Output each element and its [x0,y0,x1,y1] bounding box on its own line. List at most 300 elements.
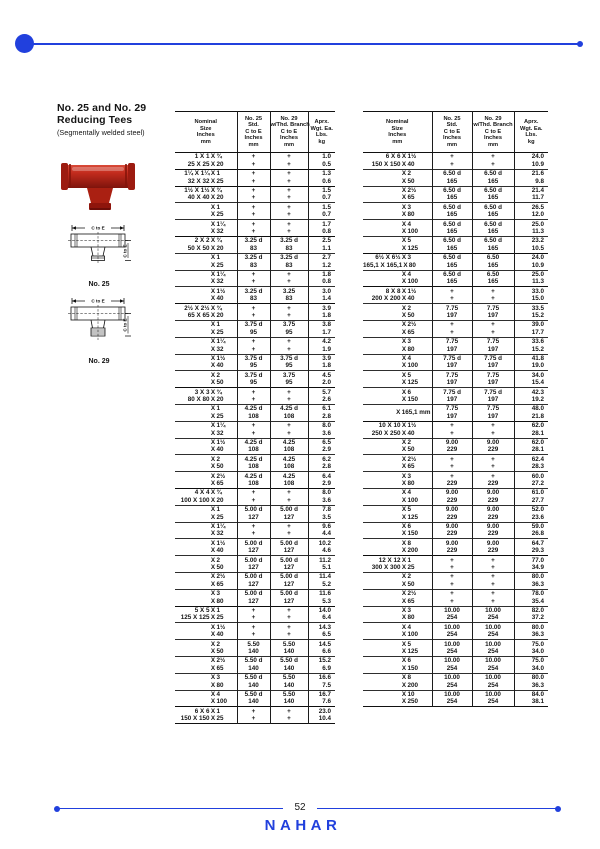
title-block [57,103,177,137]
no25-cell: + + [237,304,270,321]
header-no25: No. 25 Std. C to E Inches mm [237,112,270,153]
size-cell: X 3 X 80 [401,338,415,353]
size-cell: X 2½ X 65 [210,573,226,588]
no29-cell: 6.50 165 [472,270,514,287]
no29-cell: + + [472,320,514,337]
size-cell: X 2½ X 65 [210,472,226,488]
no29-cell: 5.50 140 [270,640,308,657]
no29-cell: 5.50 140 [270,690,308,707]
weight-cell: 10.2 4.6 [308,539,335,556]
no25-cell: + + [432,320,472,337]
no29-cell: + + [270,337,308,354]
no25-cell: + + [237,270,270,287]
weight-cell: 3.0 1.4 [308,287,335,304]
no25-cell: + + [432,153,472,170]
table-row [175,656,335,673]
weight-cell: 23.0 10.4 [308,707,335,724]
size-cell: 8 X 8 X 1½ 200 X 200 X 40 [371,287,417,303]
table-row [363,472,548,489]
table-row [175,572,335,589]
table-row [363,169,548,186]
tee-fitting-illustration [58,155,138,215]
weight-cell: 82.0 37.2 [514,606,548,623]
weight-cell: 25.0 11.3 [514,220,548,237]
table-row [175,320,335,337]
size-cell: X 6 X 150 [401,657,419,672]
size-cell: X 2 X 50 [210,455,224,471]
size-cell: X 4 X 100 [401,355,419,370]
size-cell: X 4 X 100 [401,623,419,639]
header-nominal-size: Nominal Size Inches mm [175,112,237,153]
no25-cell: + + [237,707,270,724]
no29-cell: 7.75 197 [472,404,514,421]
weight-cell: 33.6 15.2 [514,337,548,354]
size-cell: X 4 X 100 [210,690,228,706]
no29-cell: + + [270,203,308,220]
weight-cell: 3.8 1.7 [308,320,335,337]
weight-cell: 33.5 15.2 [514,304,548,321]
table-row [175,270,335,287]
table-row [363,270,548,287]
left-table-body [175,153,335,724]
size-cell: X 1 X 25 [210,203,224,219]
no29-cell: + + [270,153,308,170]
no25-cell: 6.50 d 165 [432,236,472,253]
no29-cell: + + [270,169,308,186]
top-left-dot [15,34,34,53]
weight-cell: 14.5 6.6 [308,640,335,657]
size-cell: X 2 X 50 [210,556,224,572]
no25-cell: 7.75 197 [432,337,472,354]
dim-label-c-to-e: C to E [122,244,128,258]
no25-cell: 4.25 d 108 [237,472,270,489]
size-cell: X 1½ X 40 [210,623,226,639]
weight-cell: 4.2 1.9 [308,337,335,354]
size-cell: X 1¼ X 32 [210,220,226,236]
no29-cell: 5.50 d 140 [270,656,308,673]
weight-cell: 77.0 34.9 [514,556,548,573]
diagram-no29-label: No. 29 [88,358,110,365]
no29-cell: 9.00 229 [472,539,514,556]
table-row [363,337,548,354]
table-row [175,169,335,186]
no29-cell: 3.75 d 95 [270,354,308,371]
table-row [363,656,548,673]
table-row [175,522,335,539]
size-cell: X 2½ X 65 [401,455,417,471]
no29-cell: + + [270,388,308,405]
no25-cell: 4.25 d 108 [237,404,270,421]
size-cell: 1¼ X 1¼ X 1 32 X 32 X 25 [184,170,224,185]
page-title-line2: Reducing Tees [57,113,133,126]
no25-cell: 10.00 254 [432,690,472,707]
no25-cell: + + [237,606,270,623]
no25-cell: 3.75 d 95 [237,371,270,388]
size-cell: 5 X 5 X 1 125 X 125 X 25 [180,607,224,622]
size-cell: X 5 X 125 [401,640,419,655]
weight-cell: 21.4 11.7 [514,186,548,203]
no25-cell: 6.50 d 165 [432,186,472,203]
no25-cell: + + [237,186,270,203]
table-row [175,304,335,321]
tee-fitting-image [58,155,138,215]
no25-cell: + + [237,421,270,438]
no29-cell: 4.25 108 [270,438,308,455]
weight-cell: 1.8 0.8 [308,270,335,287]
size-cell: X 6 X 150 [401,523,419,538]
header-no25: No. 25 Std. C to E Inches mm [432,112,472,153]
no25-cell: + + [432,287,472,304]
size-cell: X 8 X 200 [401,539,419,555]
table-row [363,203,548,220]
no25-cell: 9.00 229 [432,505,472,522]
no25-cell: + + [237,153,270,170]
no29-cell: 10.00 254 [472,690,514,707]
no25-cell: 7.75 d 197 [432,388,472,405]
no29-cell: 6.50 d 165 [472,220,514,237]
no25-cell: + + [237,337,270,354]
size-cell: 1½ X 1½ X ¾ 40 X 40 X 20 [184,187,224,202]
size-cell: X 1¼ X 32 [210,271,226,286]
no29-cell: + 229 [472,472,514,489]
table-row [363,488,548,505]
table-row [363,287,548,304]
no29-cell: 9.00 229 [472,438,514,455]
no29-cell: 3.25 d 83 [270,236,308,253]
weight-cell: 7.8 3.5 [308,505,335,522]
no29-cell: + + [472,455,514,472]
no25-cell: 10.00 254 [432,673,472,690]
diagram-no25 [63,223,135,288]
table-row [363,253,548,270]
size-cell: X 5 X 125 [401,506,419,521]
size-cell: X 1¼ X 32 [210,338,226,353]
weight-cell: 80.0 36.3 [514,572,548,589]
table-row [175,287,335,304]
weight-cell: 64.7 29.3 [514,539,548,556]
no25-cell: + + [237,623,270,640]
no25-cell: 10.00 254 [432,656,472,673]
header-weight: Aprx. Wgt. Ea. Lbs. kg [514,112,548,153]
weight-cell: 48.0 21.8 [514,404,548,421]
table-row [175,186,335,203]
weight-cell: 25.0 11.3 [514,270,548,287]
weight-cell: 62.0 28.1 [514,421,548,438]
no25-cell: 3.75 d 95 [237,320,270,337]
no29-cell: 7.75 d 197 [472,354,514,371]
size-cell: X 1¼ X 32 [210,422,226,437]
no25-cell: 9.00 229 [432,488,472,505]
weight-cell: 33.0 15.0 [514,287,548,304]
no29-drawing [66,296,132,352]
table-row [363,371,548,388]
no29-cell: 5.00 d 127 [270,572,308,589]
no25-cell: + 229 [432,472,472,489]
no25-cell: 7.75 197 [432,371,472,388]
weight-cell: 23.2 10.5 [514,236,548,253]
no29-cell: 6.50 165 [472,253,514,270]
table-row [363,186,548,203]
no25-cell: 5.50 d 140 [237,656,270,673]
no25-cell: 10.00 254 [432,640,472,657]
weight-cell: 6.5 2.9 [308,438,335,455]
table-row [175,421,335,438]
no29-cell: + + [270,606,308,623]
size-cell: X 2½ X 65 [401,187,417,202]
weight-cell: 9.6 4.4 [308,522,335,539]
no29-cell: 6.50 d 165 [472,236,514,253]
dim-label-c-to-e: C to E [122,318,128,332]
weight-cell: 16.6 7.5 [308,673,335,690]
weight-cell: 84.0 38.1 [514,690,548,707]
table-row [175,690,335,707]
size-cell: 1 X 1 X ¾ 25 X 25 X 20 [187,153,224,168]
table-header-row [175,112,335,153]
size-cell: X 4 X 100 [401,220,419,236]
size-cell: X 2 X 50 [210,640,224,655]
table-row [175,606,335,623]
no25-cell: + + [237,522,270,539]
no29-cell: 5.00 d 127 [270,589,308,606]
weight-cell: 2.7 1.2 [308,253,335,270]
weight-cell: 39.0 17.7 [514,320,548,337]
weight-cell: 8.0 3.6 [308,421,335,438]
size-cell: X 3 X 80 [401,203,415,219]
weight-cell: 62.0 28.1 [514,438,548,455]
no29-cell: + + [472,287,514,304]
no25-cell: 5.00 d 127 [237,556,270,573]
top-rule [25,43,580,45]
table-row [175,220,335,237]
diagram-no25-label: No. 25 [88,281,110,288]
no29-cell: + + [270,707,308,724]
weight-cell: 61.0 27.7 [514,488,548,505]
no25-cell: 7.75 d 197 [432,354,472,371]
weight-cell: 80.0 36.3 [514,623,548,640]
size-cell: X 2 X 50 [401,573,415,588]
size-cell: 10 X 10 X 1½ 250 X 250 X 40 [371,422,417,437]
size-cell: X 2 X 50 [401,170,415,185]
header-no29: No. 29 w/Thd. Branch C to E Inches mm [270,112,308,153]
size-cell: X 4 X 100 [401,489,419,504]
no25-cell: 6.50 d 165 [432,220,472,237]
table-row [175,505,335,522]
table-row [175,488,335,505]
weight-cell: 2.5 1.1 [308,236,335,253]
no25-cell: + + [237,488,270,505]
no25-cell: + + [432,556,472,573]
no25-cell: 5.00 d 127 [237,572,270,589]
right-table-body [363,153,548,707]
no29-cell: 7.75 197 [472,337,514,354]
no29-cell: 3.25 d 83 [270,253,308,270]
weight-cell: 24.0 10.9 [514,153,548,170]
no29-cell: + + [270,270,308,287]
table-row [363,220,548,237]
table-row [175,203,335,220]
no25-cell: 5.00 d 127 [237,589,270,606]
table-row [175,589,335,606]
weight-cell: 34.0 15.4 [514,371,548,388]
table-row [363,556,548,573]
weight-cell: 11.6 5.3 [308,589,335,606]
size-cell: X 3 X 80 [210,590,224,605]
size-cell: 12 X 12 X 1 300 X 300 X 25 [371,556,415,572]
weight-cell: 1.3 0.6 [308,169,335,186]
no29-cell: 9.00 229 [472,488,514,505]
table-row [175,623,335,640]
table-row [175,539,335,556]
no29-cell: 5.00 d 127 [270,556,308,573]
table-row [175,472,335,489]
size-cell: X 1 X 25 [210,254,224,269]
no29-cell: + + [472,589,514,606]
table-row [175,236,335,253]
table-row [363,623,548,640]
table-row [363,388,548,405]
table-row [363,236,548,253]
no25-cell: 6.50 d 165 [432,169,472,186]
no29-cell: 9.00 229 [472,522,514,539]
table-row [363,354,548,371]
no25-cell: 5.00 d 127 [237,539,270,556]
table-row [175,371,335,388]
table-row [363,589,548,606]
size-cell: X 10 X 250 [401,690,419,706]
size-cell: X 2 X 50 [401,439,415,454]
diagram-no29 [63,296,135,365]
table-row [175,707,335,724]
weight-cell: 3.9 1.8 [308,304,335,321]
no25-cell: 5.50 d 140 [237,673,270,690]
weight-cell: 1.5 0.7 [308,186,335,203]
table-row [175,455,335,472]
page-number: 52 [294,802,306,813]
no29-cell: + + [270,623,308,640]
no29-cell: 6.50 d 165 [472,203,514,220]
table-row [363,690,548,707]
size-cell: X 2½ X 65 [401,590,417,605]
size-cell: X 8 X 200 [401,674,419,689]
no25-cell: + + [237,169,270,186]
no29-cell: 7.75 197 [472,371,514,388]
no29-cell: 7.75 d 197 [472,388,514,405]
no25-cell: 5.00 d 127 [237,505,270,522]
no25-cell: + + [237,220,270,237]
no25-cell: + + [432,589,472,606]
no29-cell: + + [472,421,514,438]
size-cell: 2½ X 2½ X ¾ 65 X 65 X 20 [184,304,224,320]
no29-cell: 4.25 108 [270,455,308,472]
weight-cell: 4.5 2.0 [308,371,335,388]
no29-cell: 5.00 d 127 [270,539,308,556]
no25-cell: + + [237,388,270,405]
no25-cell: 3.25 d 83 [237,287,270,304]
no25-cell: 5.50 140 [237,640,270,657]
no25-cell: 6.50 d 165 [432,203,472,220]
weight-cell: 11.2 5.1 [308,556,335,573]
size-cell: X 5 X 125 [401,371,419,387]
size-cell: 2 X 2 X ¾ 50 X 50 X 20 [187,237,224,252]
weight-cell: 11.4 5.2 [308,572,335,589]
size-cell: 6 X 6 X 1½ 150 X 150 X 40 [371,153,417,168]
no25-cell: 5.50 d 140 [237,690,270,707]
no29-cell: + + [472,572,514,589]
no29-cell: 9.00 229 [472,505,514,522]
weight-cell: 41.8 19.0 [514,354,548,371]
table-row [175,673,335,690]
footer-rule-right [317,808,557,809]
table-row [363,320,548,337]
table-row [175,253,335,270]
no29-cell: 3.75 95 [270,320,308,337]
table-row [363,606,548,623]
table-row [363,673,548,690]
table-row [363,640,548,657]
size-cell: X 1 X 25 [210,321,224,336]
size-cell: X 4 X 100 [401,271,419,286]
table-row [175,640,335,657]
no25-cell: 4.25 d 108 [237,455,270,472]
footer-right-dot [555,806,561,812]
no25-drawing [66,223,132,275]
footer-rule-left [58,808,283,809]
weight-cell: 16.7 7.6 [308,690,335,707]
weight-cell: 6.1 2.8 [308,404,335,421]
no25-cell: 10.00 254 [432,606,472,623]
size-cell: 6½ X 6½ X 3 165,1 X 165,1 X 80 [363,254,416,269]
weight-cell: 62.4 28.3 [514,455,548,472]
weight-cell: 15.2 6.9 [308,656,335,673]
no29-cell: 3.75 95 [270,371,308,388]
table-row [363,438,548,455]
size-cell: X 2 X 50 [210,371,224,387]
no25-cell: + + [432,455,472,472]
no29-cell: 5.50 140 [270,673,308,690]
no29-cell: 10.00 254 [472,656,514,673]
no29-cell: 4.25 108 [270,472,308,489]
no29-cell: + + [270,522,308,539]
no25-cell: + + [432,421,472,438]
no29-cell: + + [472,153,514,170]
size-cell: X 6 X 150 [401,388,419,404]
no29-cell: 10.00 254 [472,640,514,657]
no29-cell: 6.50 d 165 [472,169,514,186]
size-cell: X 2½ X 65 [210,657,226,672]
no25-cell: 9.00 229 [432,539,472,556]
no29-cell: 3.25 83 [270,287,308,304]
size-cell: X 3 X 80 [401,607,415,622]
table-row [363,522,548,539]
header-no29: No. 29 w/Thd. Branch C to E Inches mm [472,112,514,153]
table-row [363,505,548,522]
no29-cell: + + [270,304,308,321]
dim-label-c-to-e: C to E [91,225,105,231]
no29-cell: 4.25 d 108 [270,404,308,421]
table-row [175,556,335,573]
size-cell: 3 X 3 X ¾ 80 X 80 X 20 [187,388,224,404]
table-row [363,572,548,589]
weight-cell: 59.0 26.8 [514,522,548,539]
no29-cell: 6.50 d 165 [472,186,514,203]
no25-cell: 3.25 d 83 [237,253,270,270]
size-cell: X 1½ X 40 [210,439,226,454]
size-cell: X 1 X 25 [210,405,224,420]
size-cell: X 165,1 mm [396,409,431,417]
table-row [363,539,548,556]
weight-cell: 5.7 2.6 [308,388,335,405]
no25-cell: 6.50 d 165 [432,270,472,287]
